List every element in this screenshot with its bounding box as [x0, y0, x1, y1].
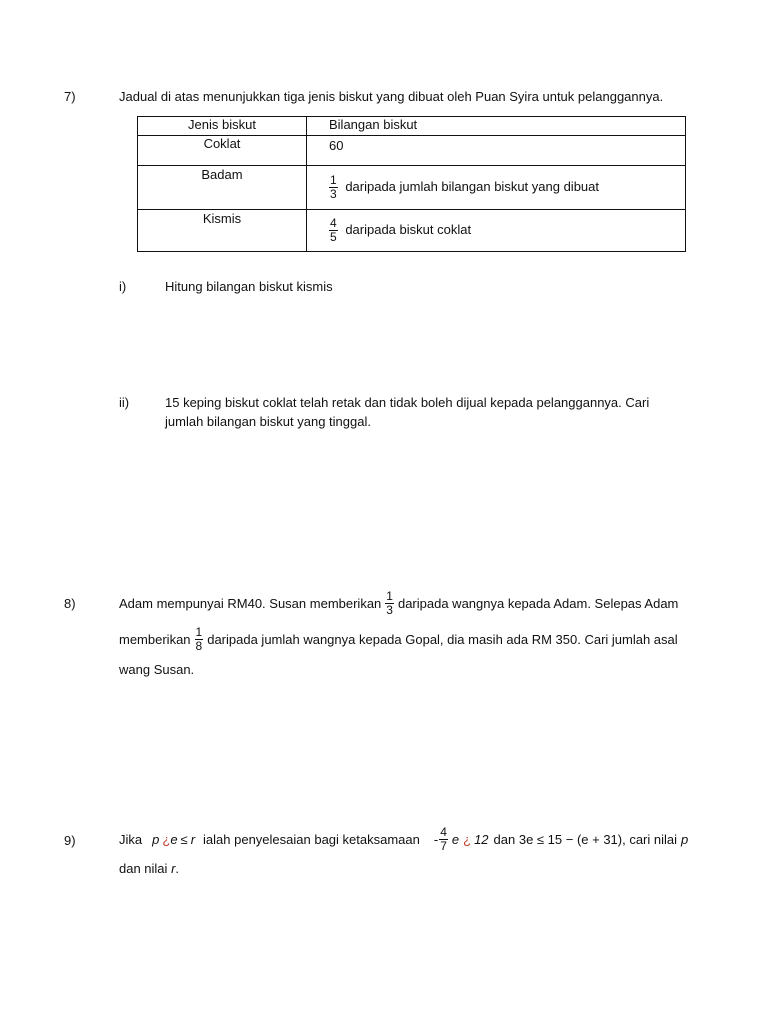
q9-var-r: r: [171, 861, 176, 876]
fraction: [439, 826, 448, 853]
q7-intro: Jadual di atas menunjukkan tiga jenis biskut yang dibuat oleh Puan Syira untuk pelanggannya.: [119, 89, 664, 104]
q8-text: memberikan: [119, 631, 191, 647]
table-cell-count: [307, 166, 686, 210]
table-row: [138, 210, 686, 252]
fraction: [195, 626, 204, 653]
fraction-numerator: 4: [330, 216, 337, 230]
fraction-denominator: 8: [195, 638, 203, 653]
q9-le: ≤: [180, 831, 188, 847]
table-cell-count: [307, 210, 686, 252]
fraction: [329, 174, 338, 201]
q9-text: dan nilai: [119, 861, 168, 876]
fraction-denominator: 5: [330, 230, 337, 244]
q7-part-ii-line2: jumlah bilangan biskut yang tinggal.: [165, 414, 371, 429]
fraction-denominator: 7: [440, 838, 447, 853]
q9-text: ialah penyelesaian bagi ketaksamaan: [203, 831, 420, 847]
table-cell-text: daripada biskut coklat: [345, 221, 472, 237]
q9-line2: [119, 861, 179, 876]
q9-var-e: e: [170, 831, 178, 847]
q7-part-i-text: Hitung bilangan biskut kismis: [165, 279, 333, 294]
q9-var-r: r: [190, 831, 196, 847]
q7-part-ii-label: ii): [119, 395, 130, 410]
fraction-denominator: 3: [386, 602, 393, 617]
q9-text: dan 3e ≤ 15 − (e + 31), cari nilai: [493, 831, 678, 847]
table-cell-text: daripada jumlah bilangan biskut yang dibuat: [345, 178, 599, 194]
table-row: [138, 136, 686, 166]
q9-minus: -: [433, 831, 439, 847]
table-cell-type: Kismis: [138, 210, 307, 252]
fraction-numerator: 4: [440, 824, 447, 839]
q8-text: daripada jumlah wangnya kepada Gopal, dia masih ada RM 350. Cari jumlah asal: [207, 631, 678, 647]
table-cell-count: 60: [307, 136, 686, 166]
q9-twelve: 12: [474, 831, 489, 847]
q7-part-i-label: i): [119, 279, 127, 294]
fraction-numerator: 1: [330, 173, 337, 187]
fraction-denominator: 3: [330, 187, 337, 201]
table-cell-type: Coklat: [138, 136, 307, 166]
q8-number: 8): [64, 596, 76, 611]
fraction-numerator: 1: [195, 624, 203, 639]
q8-text: daripada wangnya kepada Adam. Selepas Adam: [397, 595, 679, 611]
fraction-numerator: 1: [386, 588, 393, 603]
table-row: [138, 166, 686, 210]
q9-number: 9): [64, 833, 76, 848]
q8-line3: wang Susan.: [119, 662, 195, 677]
q9-symbol: ¿: [463, 831, 472, 847]
table-header-row: [138, 117, 686, 136]
q8-text: Adam mempunyai RM40. Susan memberikan: [119, 595, 382, 611]
q9-text: Jika: [119, 831, 143, 847]
q9-var-p: p: [681, 831, 689, 847]
fraction: [385, 590, 394, 617]
q9-symbol: ¿: [162, 831, 171, 847]
table-cell-type: Badam: [138, 166, 307, 210]
fraction: [329, 217, 338, 244]
q8-line2: [119, 622, 678, 656]
table-header-count: Bilangan biskut: [307, 117, 686, 136]
q9-var-p: p: [152, 831, 160, 847]
q9-dot: .: [175, 861, 180, 876]
table-header-type: Jenis biskut: [138, 117, 307, 136]
q9-var-e: e: [451, 831, 460, 847]
q9-line1: [119, 822, 688, 856]
q7-part-ii-line1: 15 keping biskut coklat telah retak dan tidak boleh dijual kepada pelanggannya. Cari: [165, 395, 650, 410]
biscuit-table: [137, 116, 686, 252]
q7-number: 7): [64, 89, 76, 104]
q8-line1: [119, 586, 678, 620]
